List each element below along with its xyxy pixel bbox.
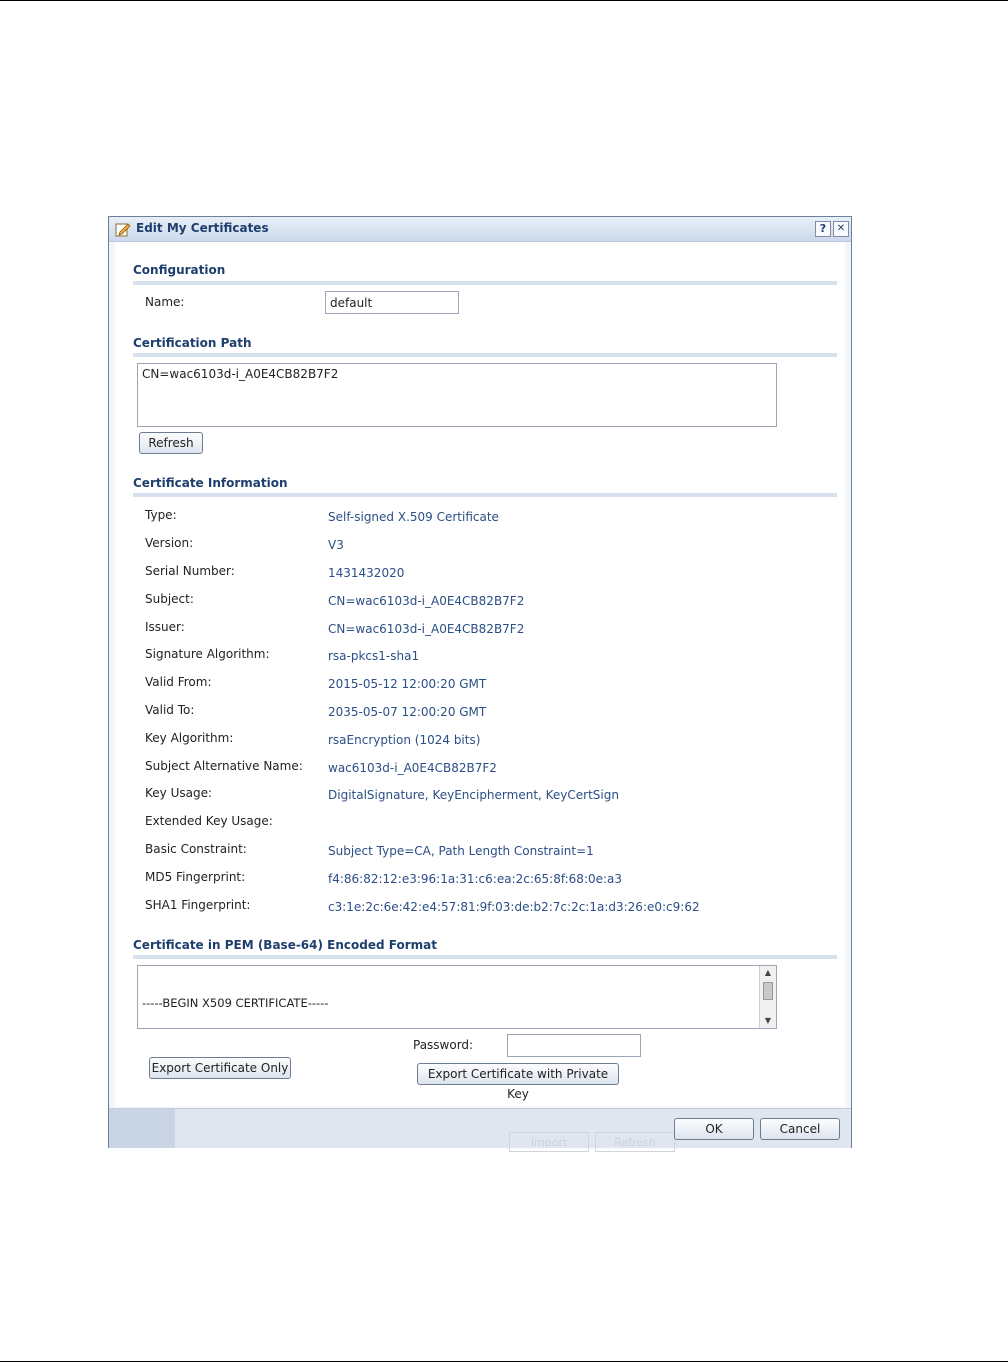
key-usage-value: DigitalSignature, KeyEncipherment, KeyCertSign [328, 788, 619, 802]
dialog-titlebar [109, 217, 851, 242]
export-certificate-with-private-key-button[interactable]: Export Certificate with Private Key [417, 1063, 619, 1085]
scroll-down-arrow-icon[interactable]: ▼ [764, 1016, 772, 1025]
valid-from-label: Valid From: [145, 675, 212, 689]
type-value: Self-signed X.509 Certificate [328, 510, 499, 524]
cancel-button[interactable]: Cancel [760, 1118, 840, 1140]
name-input[interactable] [325, 291, 459, 314]
subject-value: CN=wac6103d-i_A0E4CB82B7F2 [328, 594, 525, 608]
sha1-fingerprint-value: c3:1e:2c:6e:42:e4:57:81:9f:03:de:b2:7c:2c:1a:d3:26:e0:c9:62 [328, 900, 700, 914]
type-label: Type: [145, 508, 177, 522]
footer-left-panel [109, 1109, 175, 1148]
dialog-title: Edit My Certificates [136, 221, 269, 235]
serial-number-value: 1431432020 [328, 566, 405, 580]
pem-textarea[interactable] [137, 965, 777, 1029]
certification-path-box[interactable] [137, 363, 777, 427]
pem-lines [142, 968, 760, 1029]
name-label: Name: [145, 295, 185, 309]
version-value: V3 [328, 538, 344, 552]
serial-number-label: Serial Number: [145, 564, 235, 578]
dialog-footer [109, 1108, 851, 1148]
pem-divider [133, 955, 837, 959]
extended-key-usage-label: Extended Key Usage: [145, 814, 273, 828]
subject-alternative-name-value: wac6103d-i_A0E4CB82B7F2 [328, 761, 497, 775]
md5-fingerprint-label: MD5 Fingerprint: [145, 870, 246, 884]
issuer-label: Issuer: [145, 620, 185, 634]
pem-line: -----BEGIN X509 CERTIFICATE----- [142, 996, 329, 1010]
scroll-up-arrow-icon[interactable]: ▲ [764, 968, 772, 977]
page-top-rule [0, 0, 1008, 1]
subject-label: Subject: [145, 592, 194, 606]
signature-algorithm-value: rsa-pkcs1-sha1 [328, 649, 420, 663]
certification-path-entry: CN=wac6103d-i_A0E4CB82B7F2 [142, 367, 339, 381]
background-refresh-button: Refresh [595, 1132, 675, 1152]
key-algorithm-label: Key Algorithm: [145, 731, 234, 745]
refresh-button[interactable]: Refresh [139, 432, 203, 454]
page-bottom-rule [0, 1361, 1008, 1362]
subject-alternative-name-label: Subject Alternative Name: [145, 759, 303, 773]
ok-button[interactable]: OK [674, 1118, 754, 1140]
basic-constraint-label: Basic Constraint: [145, 842, 247, 856]
valid-to-value: 2035-05-07 12:00:20 GMT [328, 705, 487, 719]
certificate-information-divider [133, 493, 837, 497]
certification-path-section-title: Certification Path [133, 336, 252, 350]
certificate-information-section-title: Certificate Information [133, 476, 288, 490]
export-certificate-only-button[interactable]: Export Certificate Only [149, 1057, 291, 1079]
sha1-fingerprint-label: SHA1 Fingerprint: [145, 898, 251, 912]
edit-my-certificates-dialog [108, 216, 852, 1148]
issuer-value: CN=wac6103d-i_A0E4CB82B7F2 [328, 622, 525, 636]
password-input[interactable] [507, 1034, 641, 1057]
valid-to-label: Valid To: [145, 703, 195, 717]
background-import-button: Import [509, 1132, 589, 1152]
pem-section-title: Certificate in PEM (Base-64) Encoded Format [133, 938, 437, 952]
configuration-section-title: Configuration [133, 263, 226, 277]
version-label: Version: [145, 536, 194, 550]
configuration-divider [133, 281, 837, 285]
certification-path-divider [133, 353, 837, 357]
close-button[interactable]: ✕ [833, 221, 849, 237]
scrollbar-thumb[interactable] [763, 982, 773, 1000]
edit-pencil-icon [115, 221, 131, 237]
password-label: Password: [413, 1038, 474, 1052]
valid-from-value: 2015-05-12 12:00:20 GMT [328, 677, 487, 691]
help-button[interactable]: ? [815, 221, 831, 237]
basic-constraint-value: Subject Type=CA, Path Length Constraint=1 [328, 844, 594, 858]
dialog-content [115, 242, 845, 1107]
signature-algorithm-label: Signature Algorithm: [145, 647, 270, 661]
md5-fingerprint-value: f4:86:82:12:e3:96:1a:31:c6:ea:2c:65:8f:68:0e:a3 [328, 872, 623, 886]
key-algorithm-value: rsaEncryption (1024 bits) [328, 733, 481, 747]
pem-scrollbar[interactable] [759, 966, 776, 1028]
key-usage-label: Key Usage: [145, 786, 213, 800]
